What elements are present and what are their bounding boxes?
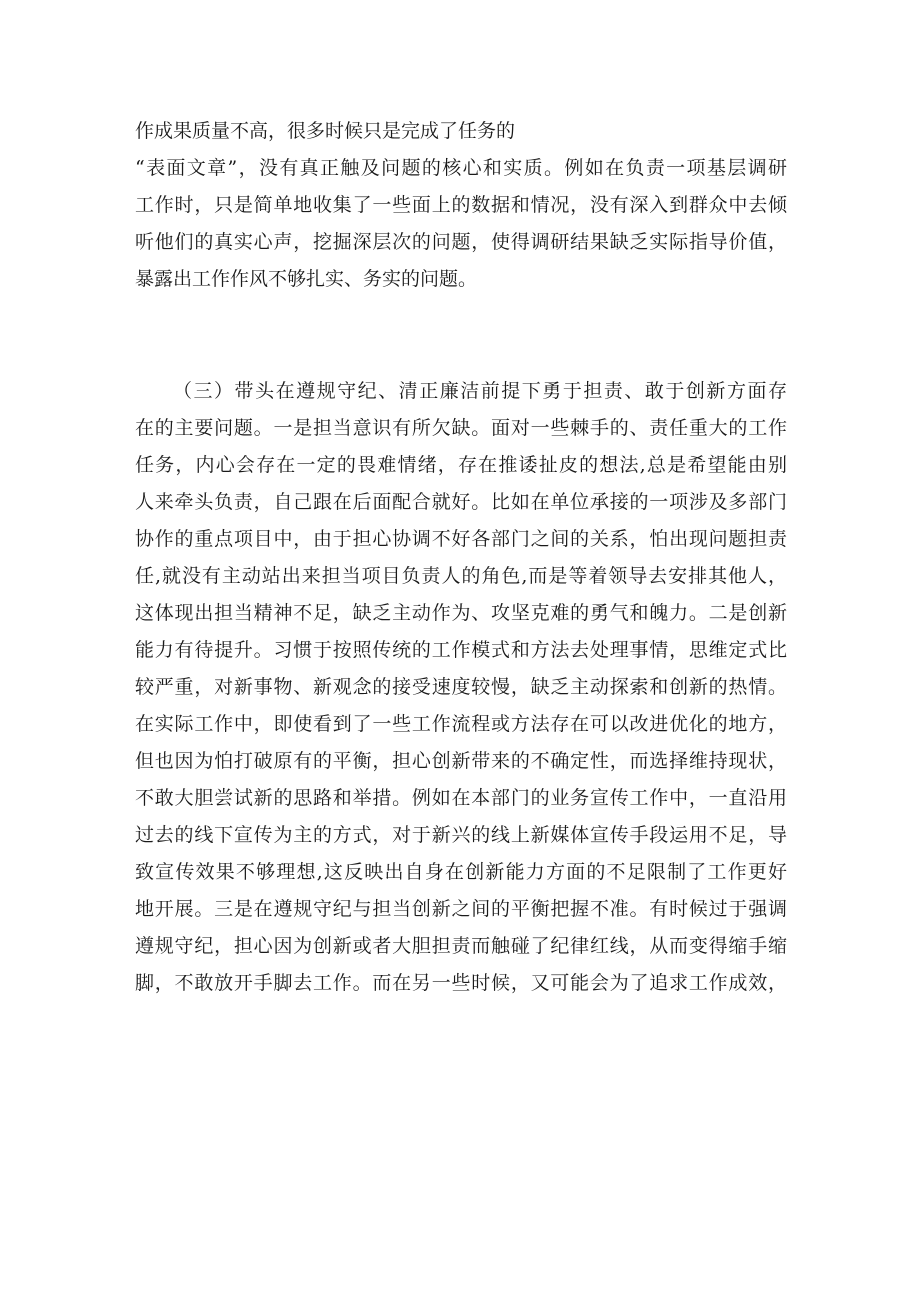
text-line: （三）带头在遵规守纪、清正廉洁前提下勇于担责、敢于创新方面存 [173, 380, 787, 402]
text-line: 过去的线下宣传为主的方式，对于新兴的线上新媒体宣传手段运用不足，导 [135, 824, 787, 846]
paragraph-continuation [135, 113, 787, 298]
text-line: 暴露出工作作风不够扎实、务实的问题。 [135, 268, 478, 290]
text-line: 不敢大胆尝试新的思路和举措。例如在本部门的业务宣传工作中，一直沿用 [135, 787, 787, 809]
text-line: 任务，内心会存在一定的畏难情绪，存在推诿扯皮的想法,总是希望能由别 [135, 454, 787, 476]
text-line: 协作的重点项目中，由于担心协调不好各部门之间的关系，怕出现问题担责 [135, 528, 787, 550]
text-line: 人来牵头负责，自己跟在后面配合就好。比如在单位承接的一项涉及多部门 [135, 491, 787, 513]
text-line: 这体现出担当精神不足，缺乏主动作为、攻坚克难的勇气和魄力。二是创新 [135, 602, 787, 624]
text-line: 但也因为怕打破原有的平衡，担心创新带来的不确定性，而选择维持现状， [135, 750, 787, 772]
text-line: 脚，不敢放开手脚去工作。而在另一些时候，又可能会为了追求工作成效， [135, 972, 787, 994]
text-line: 在实际工作中，即使看到了一些工作流程或方法存在可以改进优化的地方， [135, 713, 787, 735]
text-line: 能力有待提升。习惯于按照传统的工作模式和方法去处理事情，思维定式比 [135, 639, 787, 661]
paragraph-section-three [135, 373, 787, 1002]
text-line: 地开展。三是在遵规守纪与担当创新之间的平衡把握不准。有时候过于强调 [135, 898, 787, 920]
text-line: 在的主要问题。一是担当意识有所欠缺。面对一些棘手的、责任重大的工作 [135, 417, 787, 439]
text-line: 任,就没有主动站出来担当项目负责人的角色,而是等着领导去安排其他人， [135, 565, 787, 587]
text-line: 致宣传效果不够理想,这反映出自身在创新能力方面的不足限制了工作更好 [135, 861, 787, 883]
text-line: 听他们的真实心声，挖掘深层次的问题，使得调研结果缺乏实际指导价值， [135, 231, 787, 253]
text-line: “表面文章”，没有真正触及问题的核心和实质。例如在负责一项基层调研 [135, 157, 787, 179]
text-line: 作成果质量不高，很多时候只是完成了任务的 [135, 120, 516, 142]
text-line: 工作时，只是简单地收集了一些面上的数据和情况，没有深入到群众中去倾 [135, 194, 787, 216]
text-line: 遵规守纪，担心因为创新或者大胆担责而触碰了纪律红线，从而变得缩手缩 [135, 935, 787, 957]
text-line: 较严重，对新事物、新观念的接受速度较慢，缺乏主动探索和创新的热情。 [135, 676, 787, 698]
